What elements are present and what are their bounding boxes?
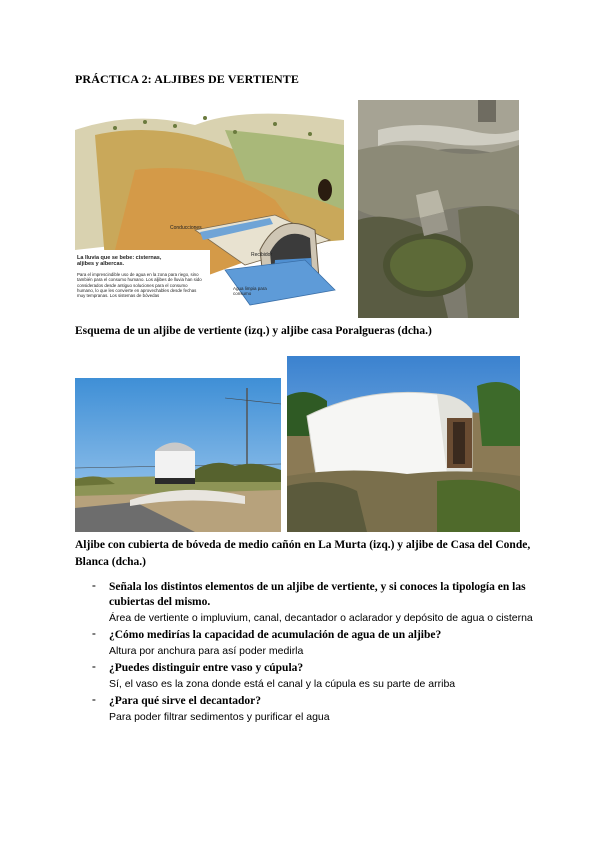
answer-text: Para poder filtrar sedimentos y purificar el agua bbox=[109, 711, 330, 723]
answer-text: Altura por anchura para así poder medirla bbox=[109, 645, 304, 657]
aljibe-poralgueras-photo bbox=[358, 100, 519, 318]
question-text: ¿Puedes distinguir entre vaso y cúpula? bbox=[109, 662, 304, 674]
list-dash: - bbox=[92, 661, 96, 673]
figure2-caption: Aljibe con cubierta de bóveda de medio cañón en La Murta (izq.) y aljibe de Casa del Conde, Blanca (dcha.) bbox=[75, 539, 531, 568]
list-item bbox=[92, 694, 542, 725]
aljibe-schematic-illustration bbox=[75, 90, 344, 318]
list-item bbox=[92, 661, 542, 692]
question-text: ¿Para qué sirve el decantador? bbox=[109, 695, 262, 707]
list-item bbox=[92, 580, 542, 626]
schematic-label-agua: Agua limpia para consumo bbox=[233, 286, 267, 296]
answer-text: Área de vertiente o impluvium, canal, decantador o aclarador y depósito de agua o cisterna bbox=[109, 612, 533, 624]
figure1-caption: Esquema de un aljibe de vertiente (izq.) y aljibe casa Poralgueras (dcha.) bbox=[75, 325, 432, 337]
page-title: PRÁCTICA 2: ALJIBES DE VERTIENTE bbox=[75, 72, 299, 86]
aljibe-casa-del-conde-photo bbox=[287, 356, 520, 532]
answer-text: Sí, el vaso es la zona donde está el canal y la cúpula es su parte de arriba bbox=[109, 678, 456, 690]
schematic-label-canal: Conducciones bbox=[170, 225, 202, 231]
question-text: ¿Cómo medirías la capacidad de acumulación de agua de un aljibe? bbox=[109, 629, 442, 641]
questions-list bbox=[92, 580, 542, 727]
list-dash: - bbox=[92, 580, 96, 592]
list-dash: - bbox=[92, 694, 96, 706]
schematic-label-recibidor: Recibidor bbox=[251, 252, 273, 258]
list-item bbox=[92, 628, 542, 659]
schematic-body-text: Para el imprescindible uso de agua en la zona para riego, sino también para el consumo humano. Los aljibes de lluvia han sido considerados desde antiguo soluciones para el consumo humano, lo que les convierte en aprovechables desde fechas muy tempranas. Los sistemas de bóvedas bbox=[77, 272, 202, 299]
aljibe-la-murta-photo bbox=[75, 378, 281, 532]
schematic-heading: La lluvia que se bebe: cisternas, aljibes y albercas. bbox=[77, 255, 162, 267]
question-text: Señala los distintos elementos de un aljibe de vertiente, y si conoces la tipología en las cubiertas del mismo. bbox=[109, 581, 526, 608]
list-dash: - bbox=[92, 628, 96, 640]
